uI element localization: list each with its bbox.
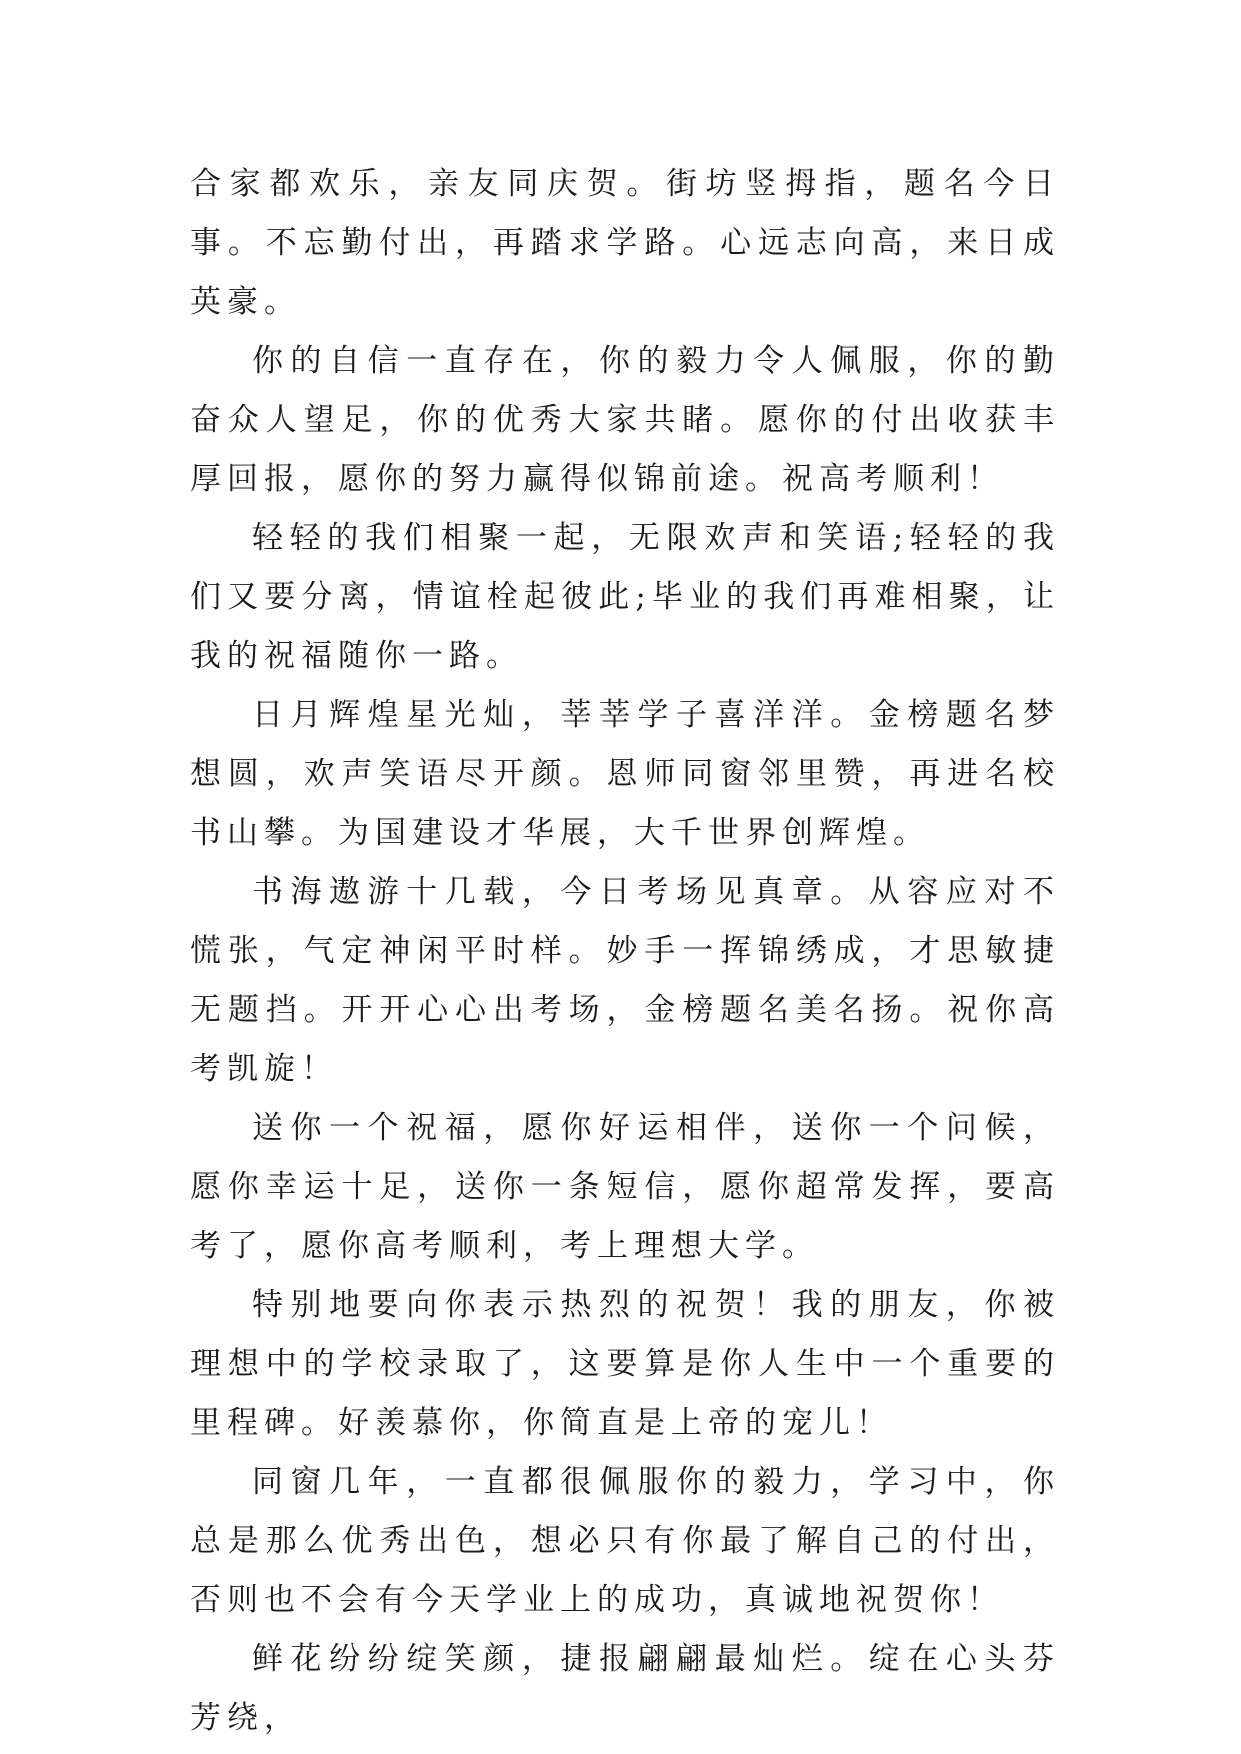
paragraph-5: 书海遨游十几载，今日考场见真章。从容应对不慌张，气定神闲平时样。妙手一挥锦绣成，才思敏捷无题挡。开开心心出考场，金榜题名美名扬。祝你高考凯旋！ [190, 874, 1060, 1087]
body-text [190, 155, 1060, 1748]
paragraph-7: 特别地要向你表示热烈的祝贺！我的朋友，你被理想中的学校录取了，这要算是你人生中一个重要的里程碑。好羡慕你，你简直是上帝的宠儿！ [190, 1287, 1060, 1441]
paragraph-8: 同窗几年，一直都很佩服你的毅力，学习中，你总是那么优秀出色，想必只有你最了解自己的付出，否则也不会有今天学业上的成功，真诚地祝贺你！ [190, 1464, 1060, 1618]
paragraph-1: 合家都欢乐，亲友同庆贺。街坊竖拇指，题名今日事。不忘勤付出，再踏求学路。心远志向高，来日成英豪。 [190, 166, 1060, 320]
paragraph-9: 鲜花纷纷绽笑颜，捷报翩翩最灿烂。绽在心头芬芳绕， [190, 1641, 1060, 1736]
paragraph-6: 送你一个祝福，愿你好运相伴，送你一个问候，愿你幸运十足，送你一条短信，愿你超常发挥，要高考了，愿你高考顺利，考上理想大学。 [190, 1110, 1060, 1264]
paragraph-2: 你的自信一直存在，你的毅力令人佩服，你的勤奋众人望足，你的优秀大家共睹。愿你的付出收获丰厚回报，愿你的努力赢得似锦前途。祝高考顺利！ [190, 343, 1060, 497]
paragraph-4: 日月辉煌星光灿，莘莘学子喜洋洋。金榜题名梦想圆，欢声笑语尽开颜。恩师同窗邻里赞，再进名校书山攀。为国建设才华展，大千世界创辉煌。 [190, 697, 1060, 851]
paragraph-3: 轻轻的我们相聚一起，无限欢声和笑语;轻轻的我们又要分离，情谊栓起彼此;毕业的我们再难相聚，让我的祝福随你一路。 [190, 520, 1060, 674]
